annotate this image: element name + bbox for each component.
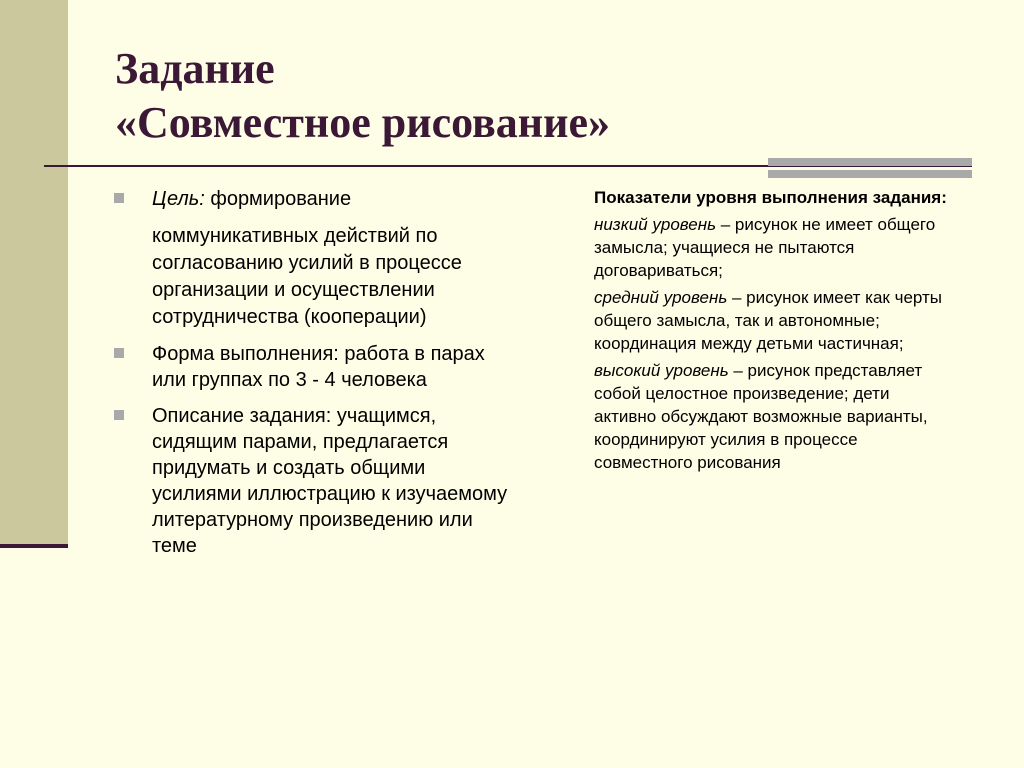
square-bullet-icon xyxy=(114,410,124,420)
form-text: Форма выполнения: работа в парах или группах по 3 - 4 человека xyxy=(152,343,485,391)
goal-label: Цель: xyxy=(152,188,205,210)
side-band-rule xyxy=(0,544,68,548)
accent-stripes xyxy=(768,158,972,180)
right-column xyxy=(594,186,954,478)
left-column xyxy=(112,186,512,569)
level-low-text: – рисунок не имеет общего замысла; учащиеся не пытаются договариваться; xyxy=(594,215,936,280)
level-high-name: высокий уровень xyxy=(594,361,729,380)
level-low-name: низкий уровень xyxy=(594,215,717,234)
level-medium xyxy=(594,286,954,355)
level-medium-name: средний уровень xyxy=(594,288,728,307)
square-bullet-icon xyxy=(114,348,124,358)
slide-title-line1: Задание xyxy=(115,44,275,93)
level-medium-text: – рисунок имеет как черты общего замысла, так и автономные; координация между детьми частичная; xyxy=(594,288,942,353)
goal-text: коммуникативных действий по согласованию усилий в процессе организации и осуществлении сотрудничества (кооперации) xyxy=(152,225,462,328)
side-band xyxy=(0,0,68,544)
indicators-heading: Показатели уровня выполнения задания: xyxy=(594,188,947,207)
description-text: Описание задания: учащимся, сидящим парами, предлагается придумать и создать общими усилиями иллюстрацию к изучаемому литературному произведению или теме xyxy=(152,405,508,557)
bullet-goal xyxy=(112,186,512,331)
goal-first-line: формирование xyxy=(210,188,352,210)
slide-title-line2: «Совместное рисование» xyxy=(115,98,610,147)
level-high-text: – рисунок представляет собой целостное произведение; дети активно обсуждают возможные варианты, координируют усилия в процессе совместного рисования xyxy=(594,361,928,472)
bullet-form xyxy=(112,341,512,393)
level-low xyxy=(594,213,954,282)
level-high xyxy=(594,359,954,474)
bullet-description xyxy=(112,403,512,559)
square-bullet-icon xyxy=(114,193,124,203)
slide-title xyxy=(115,42,995,150)
